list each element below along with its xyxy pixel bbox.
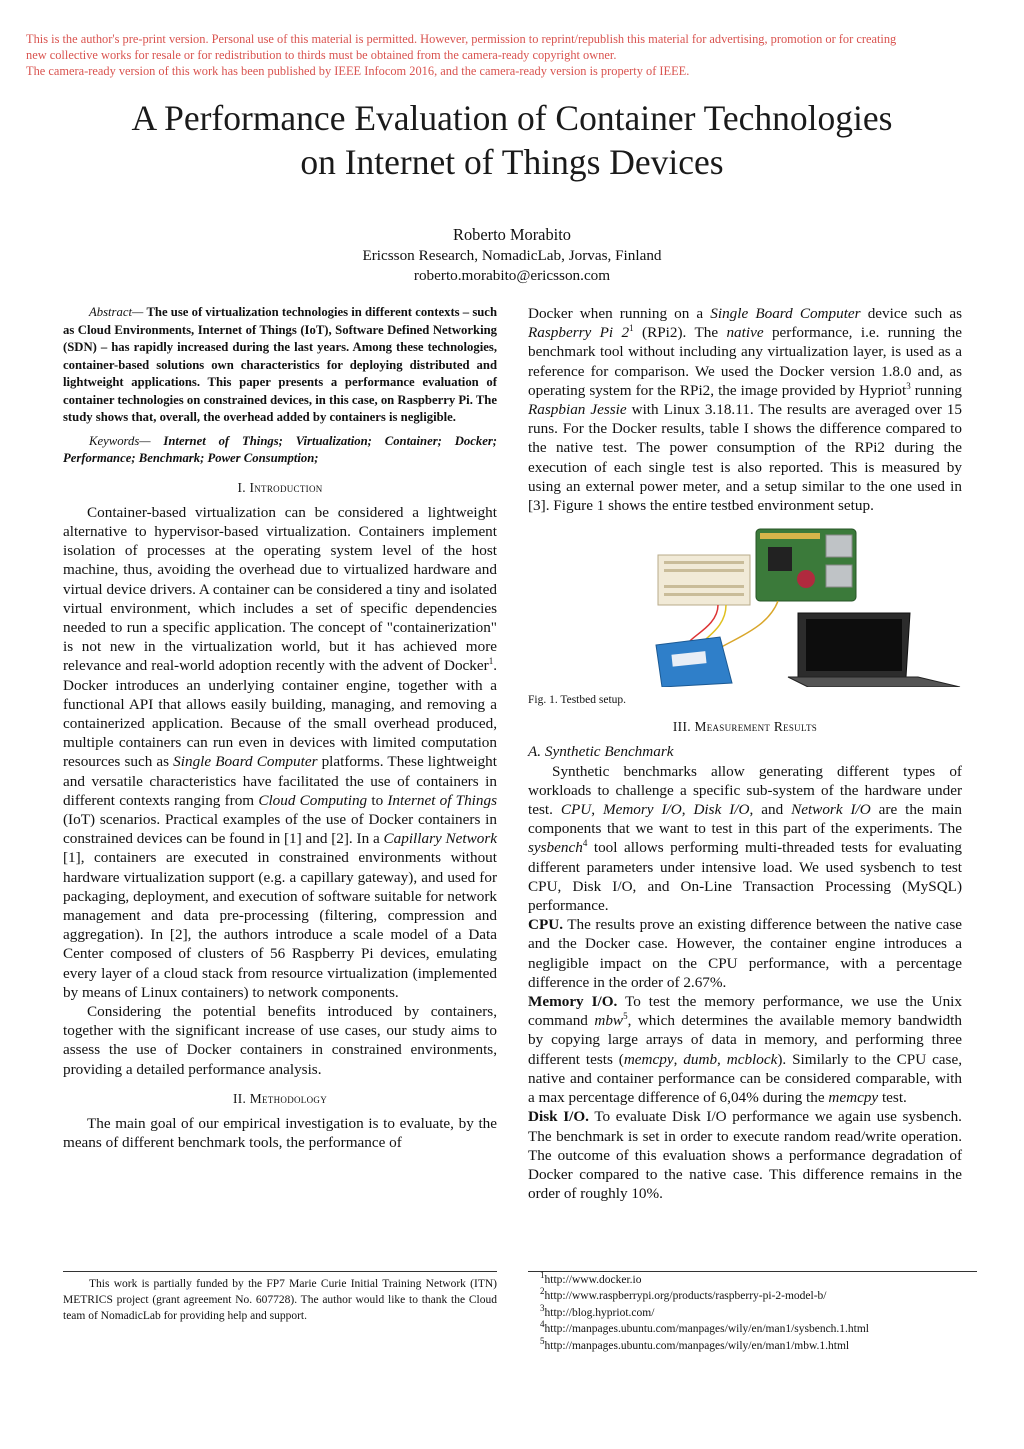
footnote-ref: 1 [629, 323, 634, 334]
methodology-paragraph-continued [528, 304, 962, 515]
text-run: Container-based virtualization can be considered a lightweight alternative to hypervisor-based virtualization. Containers implement isolation of processes at the operating system level of the host machine, thus, avoiding the overhead due to virtualized hardware and virtual device drivers. A container can be considered a tiny and isolated virtual environment, which includes a set of specific dependencies needed to run a specific application. The concept of "containerization" is not new in the virtualization world, but it has achieved more relevance and real-world adoption recently with the advent of Docker [63, 503, 497, 675]
text-run: ). Similarly to the CPU case, native and container performance can be considered comparable, with a max percentage difference of 6,04% during the [528, 1050, 962, 1107]
text-run: Network I/O [791, 801, 871, 819]
text-run: CPU [560, 801, 592, 819]
chip-shape [768, 547, 792, 571]
footnote-item [528, 1272, 977, 1288]
notice-line: new collective works for resale or for redistribution to thirds must be obtained from the camera-ready copyright owner. [26, 48, 617, 62]
section-heading-introduction: I. Introduction [237, 479, 323, 495]
copyright-notice [26, 31, 1001, 79]
footnote-url: http://manpages.ubuntu.com/manpages/wily/en/man1/mbw.1.html [544, 1339, 850, 1352]
section-heading-results: III. Measurement Results [672, 719, 818, 735]
text-run: dumb [683, 1050, 718, 1068]
synthetic-paragraph [528, 762, 962, 916]
footnote-item [528, 1321, 977, 1337]
title-line-1: A Performance Evaluation of Container Technologies [131, 98, 893, 138]
text-run: Single Board Computer [173, 753, 318, 771]
abstract-text: The use of virtualization technologies in different contexts – such as Cloud Environments, Internet of Things (IoT), Software Defined Networking (SDN) – has rapidly increased during the last years. Among these technologies, container-based solutions own characteristics for deploying distributed and lightweight applications. This paper presents a performance evaluation of container technologies on constrained devices, in this case, on Raspberry Pi. The study shows that, overall, the overhead added by containers is negligible. [63, 305, 497, 424]
text-run: The results prove an existing difference between the native case and the Docker case. However, the container engine introduces a negligible impact on the CPU performance, with a percentage difference in the order of 2.67%. [528, 916, 962, 991]
laptop-base [788, 677, 960, 687]
left-column [63, 304, 497, 1152]
text-run: (RPi2). The [633, 324, 727, 342]
text-run: , [717, 1050, 727, 1068]
figure-caption: Fig. 1. Testbed setup. [528, 694, 627, 707]
text-run: memcpy [623, 1050, 674, 1068]
figure-testbed [528, 527, 962, 687]
footnote-number: 4 [540, 1319, 545, 1330]
text-run: To evaluate Disk I/O performance we again use sysbench. The benchmark is set in order to execute random read/write operation. The outcome of this evaluation shows a performance degradation of Docker compared to the native case. This difference remains in the order of roughly 10%. [528, 1108, 962, 1203]
text-run: mcblock [726, 1050, 778, 1068]
footnote-url: http://www.docker.io [544, 1274, 642, 1286]
footnote-number: 1 [540, 1270, 545, 1281]
text-run: , which determines the available memory bandwidth by copying large arrays of data in memory, and performing three different tests ( [528, 1012, 962, 1068]
abstract-label: Abstract— [89, 305, 144, 319]
text-run: Docker when running on a [528, 305, 711, 322]
footnote-ref: 3 [906, 380, 911, 391]
notice-line: This is the author's pre-print version. Personal use of this material is permitted. However, permission to reprint/republish this material for advertising, promotion or for creating [26, 32, 897, 46]
footnote-right [528, 1271, 977, 1354]
text-run: device such as [860, 305, 963, 322]
text-run: Disk I/O [693, 801, 750, 819]
footnote-number: 3 [540, 1302, 545, 1313]
title-line-2: on Internet of Things Devices [300, 142, 724, 182]
paper-title [0, 96, 1024, 184]
footnote-number: 2 [540, 1286, 545, 1297]
text-run: running [910, 381, 962, 399]
text-run: are the main components that we want to test in this part of the experiments. The [528, 801, 963, 838]
footnote-number: 5 [540, 1335, 545, 1346]
text-run: Synthetic benchmarks allow generating different types of workloads to challenge a specific sub-system of the hardware under test. [528, 762, 962, 819]
memory-paragraph [528, 992, 962, 1107]
keywords-text: Internet of Things; Virtualization; Container; Docker; Performance; Benchmark; Power Consumption; [63, 433, 497, 465]
text-run: native [726, 324, 764, 342]
text-run: Cloud Computing [258, 791, 368, 809]
intro-paragraph-1 [63, 503, 497, 1002]
footnote-item [528, 1288, 977, 1304]
text-run: , and [749, 801, 792, 819]
author-block [0, 224, 1024, 286]
footnote-ref: 5 [623, 1011, 628, 1022]
methodology-paragraph-1: The main goal of our empirical investigation is to evaluate, by the means of different benchmark tools, the performance of [63, 1115, 497, 1152]
footnote-ref: 4 [582, 838, 588, 849]
text-run: Capillary Network [383, 830, 497, 848]
paragraph-lead: Memory I/O. [528, 993, 618, 1011]
text-run: Single Board Computer [710, 305, 861, 322]
text-run: [1], containers are executed in constrained environments without hardware virtualization support (e.g. a capillary gateway), and used for packaging, deployment, and execution of software suitable for network management and data pre-processing (filtering, compression and aggregation). In [2], the authors introduce a scale model of a Data Center composed of clusters of 56 Raspberry Pi devices, emulating every layer of a cloud stack from resource virtualization (implemented by means of Linux containers) to network components. [63, 849, 497, 1001]
author-name: Roberto Morabito [453, 225, 571, 244]
paragraph-lead: CPU. [528, 916, 564, 934]
keywords-label: Keywords— [89, 433, 151, 448]
subsection-heading-synthetic: A. Synthetic Benchmark [528, 743, 674, 761]
footnote-item [528, 1302, 977, 1321]
text-run: , [673, 1050, 684, 1068]
cpu-paragraph [528, 915, 962, 992]
footnote-item [528, 1335, 977, 1354]
text-run: test. [878, 1089, 907, 1107]
keywords [63, 433, 497, 468]
paragraph-lead: Disk I/O. [528, 1108, 589, 1126]
text-run: Raspbian Jessie [528, 401, 627, 419]
text-run: Raspberry Pi 2 [528, 324, 630, 342]
footnote-left [63, 1271, 497, 1324]
author-email: roberto.morabito@ericsson.com [413, 267, 611, 284]
funding-footnote: This work is partially funded by the FP7 Marie Curie Initial Training Network (ITN) METRICS project (grant agreement No. 607728). The author would like to thank the Cloud team of NomadicLab for providing help and support. [63, 1278, 497, 1322]
testbed-photo [648, 527, 968, 687]
author-affiliation: Ericsson Research, NomadicLab, Jorvas, Finland [362, 247, 662, 264]
text-run: with Linux 3.18.11. The results are averaged over 15 runs. For the Docker results, table I shows the difference compared to the native test. The power consumption of the RPi2 during the execution of each single test is also reported. This is measured by using an external power meter, and a setup similar to the one used in [3]. Figure 1 shows the entire testbed environment setup. [528, 401, 962, 515]
text-run: tool allows performing multi-threaded tests for evaluating different parameters under intensive load. We used sysbench to test CPU, Disk I/O, and On-Line Transaction Processing (MySQL) performance. [528, 839, 962, 915]
raspberry-logo-icon [797, 570, 815, 588]
text-run: sysbench [528, 839, 583, 857]
text-run: memcpy [828, 1089, 879, 1107]
text-run: Internet of Things [387, 791, 497, 809]
right-column [528, 304, 962, 1203]
footnote-ref: 1 [488, 656, 494, 667]
text-run: (IoT) scenarios. Practical examples of the use of Docker containers in constrained devices can be found in [1] and [2]. In a [63, 810, 497, 848]
text-run: performance, i.e. running the benchmark tool without including any virtualization layer, is used as a reference for comparison. We used the Docker version 1.8.0 and, as operating system for the RPi2, the image provided by Hypriot [528, 324, 962, 399]
text-run: , [591, 801, 603, 819]
abstract [63, 304, 497, 427]
notice-line: The camera-ready version of this work has been published by IEEE Infocom 2016, and the camera-ready version is property of IEEE. [26, 64, 690, 78]
footnote-url: http://manpages.ubuntu.com/manpages/wily/en/man1/sysbench.1.html [544, 1323, 870, 1336]
footnote-url: http://www.raspberrypi.org/products/raspberry-pi-2-model-b/ [544, 1290, 827, 1303]
text-run: to [367, 791, 388, 809]
text-run: , [681, 801, 694, 819]
text-run: . Docker introduces an underlying container engine, together with a functional API that allows easily building, managing, and removing a containerized application. Because of the small overhead produced, multiple containers can run even in devices with limited computation resources such as [63, 657, 497, 771]
text-run: platforms. These lightweight and versatile characteristics have facilitated the use of containers in different contexts ranging from [63, 753, 497, 809]
text-run: To test the memory performance, we use the Unix command [528, 993, 962, 1030]
footnote-url: http://blog.hypriot.com/ [544, 1306, 655, 1319]
intro-paragraph-2: Considering the potential benefits introduced by containers, together with the significant increase of use cases, our study aims to assess the use of Docker containers in constrained environments, providing a detailed performance analysis. [63, 1002, 497, 1078]
disk-paragraph [528, 1107, 962, 1203]
text-run: Memory I/O [602, 801, 682, 819]
text-run: mbw [594, 1012, 624, 1030]
section-heading-methodology: II. Methodology [232, 1090, 327, 1106]
